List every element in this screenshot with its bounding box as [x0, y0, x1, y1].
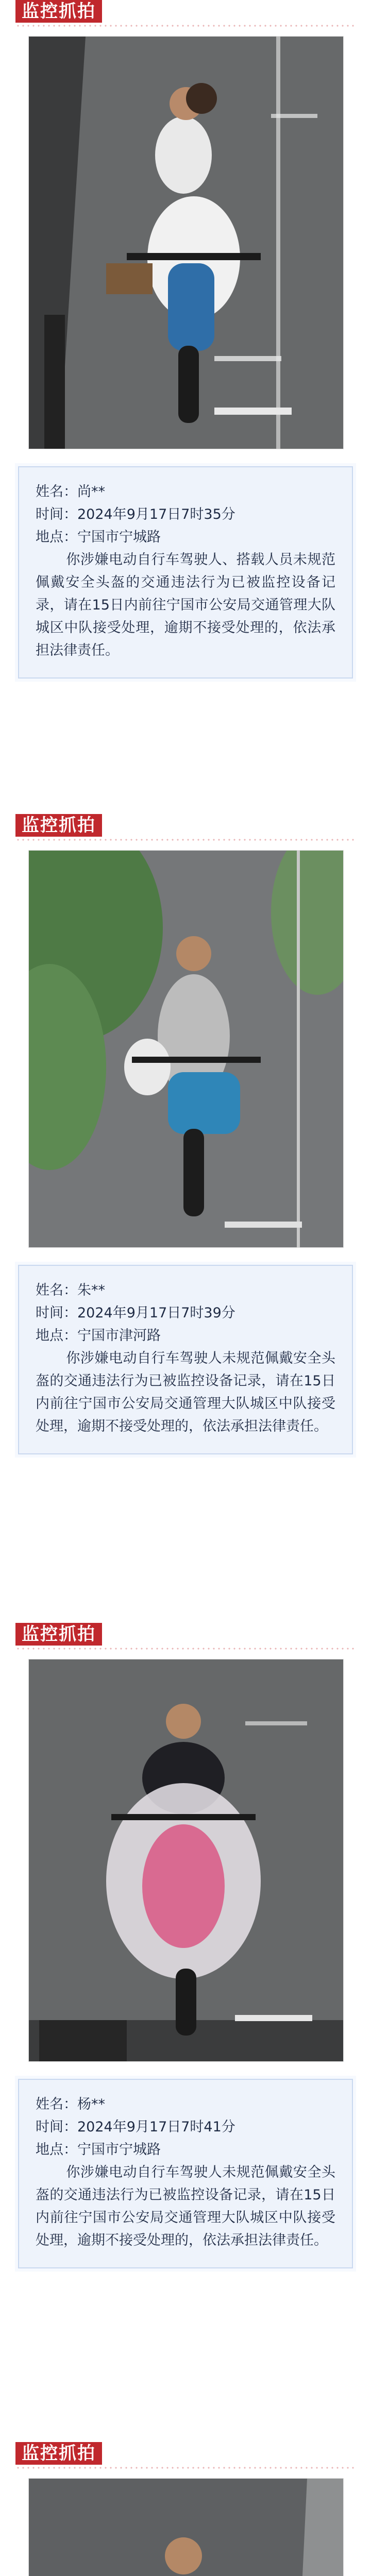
violation-card — [18, 2079, 353, 2268]
name-row — [36, 1279, 335, 1302]
location-label: 地点： — [36, 529, 77, 545]
location-row — [36, 2139, 335, 2161]
location-value: 宁国市宁城路 — [77, 2142, 161, 2158]
name-label: 姓名： — [36, 484, 77, 500]
tag-divider — [15, 1648, 356, 1650]
location-value: 宁国市津河路 — [77, 1328, 161, 1344]
violation-description: 你涉嫌电动自行车驾驶人未规范佩戴安全头盔的交通违法行为已被监控设备记录，请在15日内前往宁国市公安局交通管理大队城区中队接受处理，逾期不接受处理的，依法承担法律责任。 — [36, 2164, 335, 2248]
monitor-capture-tag: 监控抓拍 — [15, 2442, 102, 2465]
time-value: 2024年9月17日7时39分 — [77, 1305, 235, 1321]
location-value: 宁国市宁城路 — [77, 529, 161, 545]
name-value: 朱** — [77, 1282, 105, 1298]
time-label: 时间： — [36, 2119, 77, 2135]
time-row — [36, 2116, 335, 2139]
violation-card — [18, 466, 353, 679]
violation-description: 你涉嫌电动自行车驾驶人未规范佩戴安全头盔的交通违法行为已被监控设备记录，请在15日内前往宁国市公安局交通管理大队城区中队接受处理，逾期不接受处理的，依法承担法律责任。 — [36, 1350, 335, 1434]
monitor-capture-tag: 监控抓拍 — [15, 814, 102, 837]
location-label: 地点： — [36, 1328, 77, 1344]
surveillance-photo — [28, 850, 344, 1248]
time-row — [36, 503, 335, 526]
time-row — [36, 1302, 335, 1325]
time-label: 时间： — [36, 506, 77, 522]
monitor-capture-tag: 监控抓拍 — [15, 1623, 102, 1646]
monitor-capture-tag: 监控抓拍 — [15, 0, 102, 23]
surveillance-photo — [28, 2478, 344, 2576]
surveillance-photo — [28, 1659, 344, 2062]
violation-card — [18, 1265, 353, 1454]
time-value: 2024年9月17日7时41分 — [77, 2119, 235, 2135]
location-row — [36, 526, 335, 549]
time-label: 时间： — [36, 1305, 77, 1321]
tag-divider — [15, 2467, 356, 2469]
surveillance-photo — [28, 36, 344, 449]
name-value: 杨** — [77, 2096, 105, 2112]
name-value: 尚** — [77, 484, 105, 500]
name-row — [36, 2093, 335, 2116]
name-label: 姓名： — [36, 2096, 77, 2112]
location-label: 地点： — [36, 2142, 77, 2158]
location-row — [36, 1325, 335, 1347]
name-label: 姓名： — [36, 1282, 77, 1298]
tag-divider — [15, 839, 356, 841]
violation-description: 你涉嫌电动自行车驾驶人、搭载人员未规范佩戴安全头盔的交通违法行为已被监控设备记录，请在15日内前往宁国市公安局交通管理大队城区中队接受处理，逾期不接受处理的，依法承担法律责任。 — [36, 552, 335, 658]
name-row — [36, 481, 335, 503]
time-value: 2024年9月17日7时35分 — [77, 506, 235, 522]
tag-divider — [15, 25, 356, 27]
